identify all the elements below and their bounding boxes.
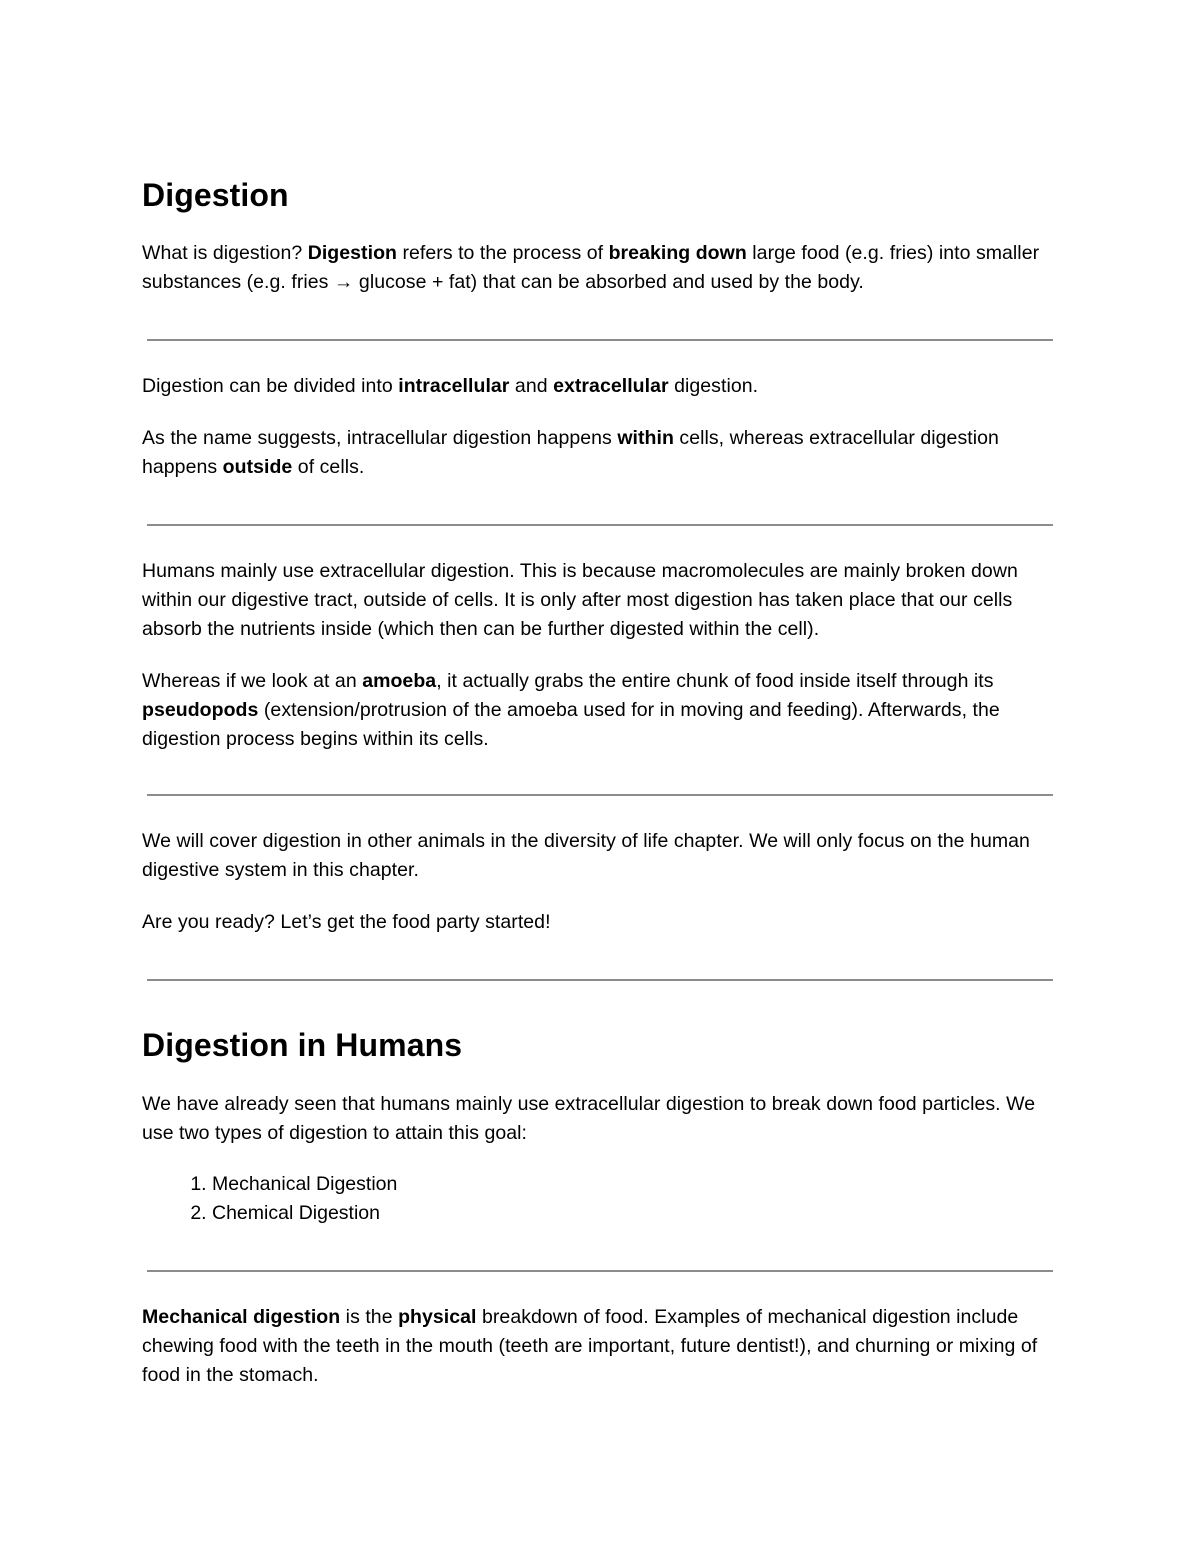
divider-2	[147, 524, 1053, 526]
divider-1	[147, 339, 1053, 341]
paragraph-mechanical-digestion: Mechanical digestion is the physical breakdown of food. Examples of mechanical digestion include chewing food with the teeth in the mouth (teeth are important, future dentist!), and churning or mixing of food in the stomach.	[142, 1306, 1038, 1386]
list-item: 1. Mechanical Digestion	[212, 1170, 1057, 1199]
paragraph-other-animals: We will cover digestion in other animals in the diversity of life chapter. We will only focus on the human digestive system in this chapter.	[142, 830, 1030, 881]
paragraph-amoeba: Whereas if we look at an amoeba, it actually grabs the entire chunk of food inside itself through its pseudopods (extension/protrusion of the amoeba used for in moving and feeding). Afterwards, the digestion process begins within its cells.	[142, 670, 1000, 750]
paragraph-name-suggests: As the name suggests, intracellular digestion happens within cells, whereas extracellular digestion happens outside of cells.	[142, 427, 999, 478]
paragraph-divided-into: Digestion can be divided into intracellular and extracellular digestion.	[142, 375, 759, 397]
digestion-types-list	[142, 1170, 1057, 1228]
heading-digestion-in-humans: Digestion in Humans	[142, 1027, 463, 1063]
paragraph-two-types: We have already seen that humans mainly use extracellular digestion to break down food particles. We use two types of digestion to attain this goal:	[142, 1093, 1036, 1144]
paragraph-what-is-digestion: What is digestion? Digestion refers to the process of breaking down large food (e.g. fries) into smaller substances (e.g. fries → glucose + fat) that can be absorbed and used by the body.	[142, 242, 1040, 293]
divider-5	[147, 1270, 1053, 1272]
divider-3	[147, 794, 1053, 796]
paragraph-humans-extracellular: Humans mainly use extracellular digestion. This is because macromolecules are mainly broken down within our digestive tract, outside of cells. It is only after most digestion has taken place that our cells absorb the nutrients inside (which then can be further digested within the cell).	[142, 560, 1018, 640]
heading-digestion: Digestion	[142, 177, 289, 213]
document-page	[142, 175, 1057, 1390]
divider-4	[147, 979, 1053, 981]
list-item: 2. Chemical Digestion	[212, 1199, 1057, 1228]
paragraph-are-you-ready: Are you ready? Let’s get the food party started!	[142, 911, 551, 933]
